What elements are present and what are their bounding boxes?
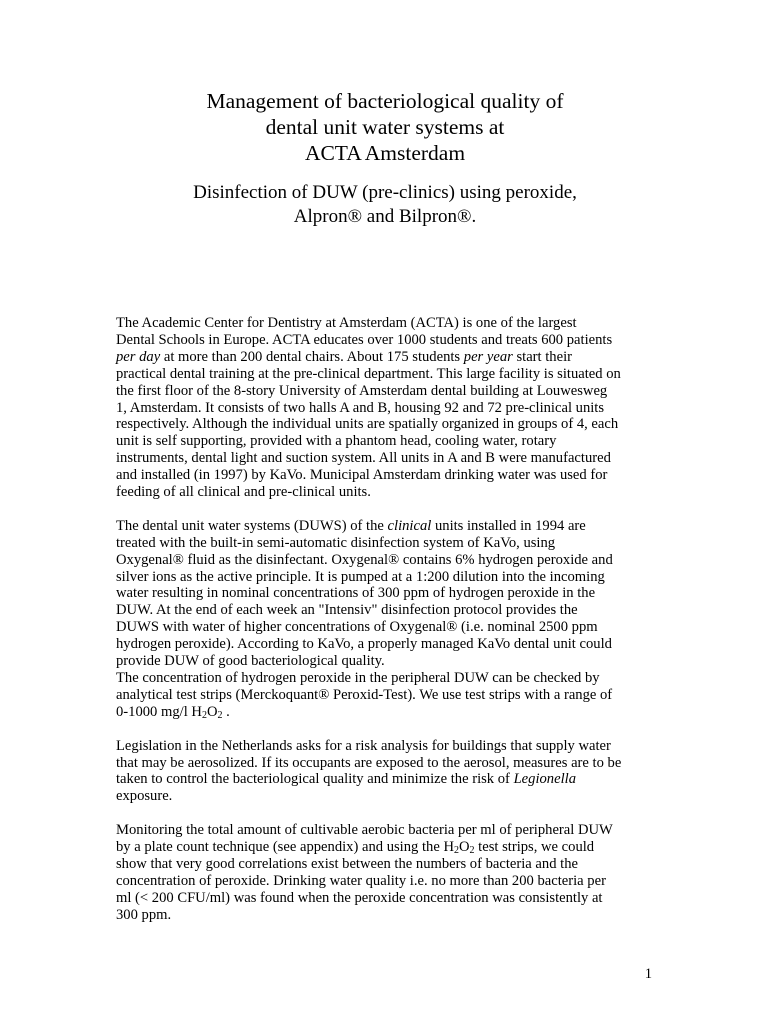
text-run: by a plate count technique (see appendix) and using the H — [116, 839, 454, 856]
text-line: feeding of all clinical and pre-clinical units. — [116, 484, 371, 501]
text-line — [116, 349, 661, 366]
text-line: silver ions as the active principle. It is pumped at a 1:200 dilution into the incoming — [116, 568, 605, 585]
text-line: treated with the built-in semi-automatic disinfection system of KaVo, using — [116, 534, 556, 551]
text-line: provide DUW of good bacteriological quality. — [116, 653, 385, 670]
document-subtitle — [0, 181, 770, 229]
emphasis: Legionella — [513, 771, 576, 788]
emphasis: per year — [463, 348, 513, 365]
subtitle-line-1: Disinfection of DUW (pre-clinics) using peroxide, — [193, 182, 577, 203]
text-line: Oxygenal® fluid as the disinfectant. Oxygenal® contains 6% hydrogen peroxide and — [116, 551, 613, 568]
text-line: respectively. Although the individual units are spatially organized in groups of 4, each — [116, 416, 619, 433]
subscript: 2 — [469, 845, 475, 857]
document-title — [0, 88, 770, 166]
text-line: instruments, dental light and suction system. All units in A and B were manufactured — [116, 450, 611, 467]
text-line — [116, 518, 661, 535]
text-run: O — [458, 839, 470, 856]
emphasis: clinical — [387, 517, 432, 534]
text-line: that may be aerosolized. If its occupants are exposed to the aerosol, measures are to be — [116, 754, 622, 771]
title-line-2: dental unit water systems at — [265, 115, 505, 139]
text-line: ml (< 200 CFU/ml) was found when the peroxide concentration was consistently at — [116, 889, 603, 906]
text-run: O — [206, 703, 218, 720]
text-run: The dental unit water systems (DUWS) of the — [116, 517, 388, 534]
text-line: 1, Amsterdam. It consists of two halls A and B, housing 92 and 72 pre-clinical units — [116, 399, 605, 416]
text-line — [116, 771, 661, 788]
text-run: . — [222, 703, 230, 720]
text-line: Dental Schools in Europe. ACTA educates over 1000 students and treats 600 patients — [116, 331, 613, 348]
text-line: water resulting in nominal concentrations of 300 ppm of hydrogen peroxide in the — [116, 585, 596, 602]
emphasis: per day — [116, 348, 161, 365]
text-line: 300 ppm. — [116, 906, 172, 923]
text-line: The Academic Center for Dentistry at Amsterdam (ACTA) is one of the largest — [116, 315, 577, 331]
paragraph-legislation — [116, 738, 661, 806]
text-run: taken to control the bacteriological quality and minimize the risk of — [116, 771, 514, 788]
text-run: at more than 200 dental chairs. About 175 students — [160, 348, 464, 365]
text-line: analytical test strips (Merckoquant® Peroxid-Test). We use test strips with a range of — [116, 686, 613, 703]
text-line: concentration of peroxide. Drinking water quality i.e. no more than 200 bacteria per — [116, 872, 606, 889]
text-run: 0-1000 mg/l H — [116, 703, 202, 720]
title-line-3: ACTA Amsterdam — [304, 141, 466, 165]
text-line: and installed (in 1997) by KaVo. Municipal Amsterdam drinking water was used for — [116, 467, 608, 484]
text-line: The concentration of hydrogen peroxide in the peripheral DUW can be checked by — [116, 670, 600, 687]
subscript: 2 — [201, 709, 207, 721]
paragraph-monitoring — [116, 822, 661, 923]
text-line — [116, 839, 661, 856]
subscript: 2 — [217, 709, 223, 721]
paragraph-duws-disinfection — [116, 518, 661, 721]
text-line: Legislation in the Netherlands asks for a risk analysis for buildings that supply water — [116, 737, 611, 754]
text-line: the first floor of the 8-story University of Amsterdam dental building at Louwesweg — [116, 382, 608, 399]
subscript: 2 — [453, 845, 459, 857]
title-line-1: Management of bacteriological quality of — [206, 89, 564, 113]
text-run: test strips, we could — [474, 839, 595, 856]
text-line — [116, 704, 661, 721]
text-line: Monitoring the total amount of cultivable aerobic bacteria per ml of peripheral DUW — [116, 822, 613, 839]
text-line: show that very good correlations exist between the numbers of bacteria and the — [116, 855, 578, 872]
text-line: exposure. — [116, 788, 173, 805]
paragraph-acta-intro — [116, 315, 661, 501]
text-line: hydrogen peroxide). According to KaVo, a properly managed KaVo dental unit could — [116, 636, 612, 653]
text-line: unit is self supporting, provided with a phantom head, cooling water, rotary — [116, 433, 557, 450]
subtitle-line-2: Alpron® and Bilpron®. — [293, 206, 477, 227]
document-body — [116, 315, 661, 924]
text-run: start their — [512, 348, 572, 365]
text-run: units installed in 1994 are — [431, 517, 586, 534]
text-line: DUWS with water of higher concentrations of Oxygenal® (i.e. nominal 2500 ppm — [116, 619, 598, 636]
text-line: DUW. At the end of each week an "Intensiv" disinfection protocol provides the — [116, 602, 578, 619]
page-number: 1 — [644, 966, 652, 982]
text-line: practical dental training at the pre-clinical department. This large facility is situated on — [116, 365, 621, 382]
